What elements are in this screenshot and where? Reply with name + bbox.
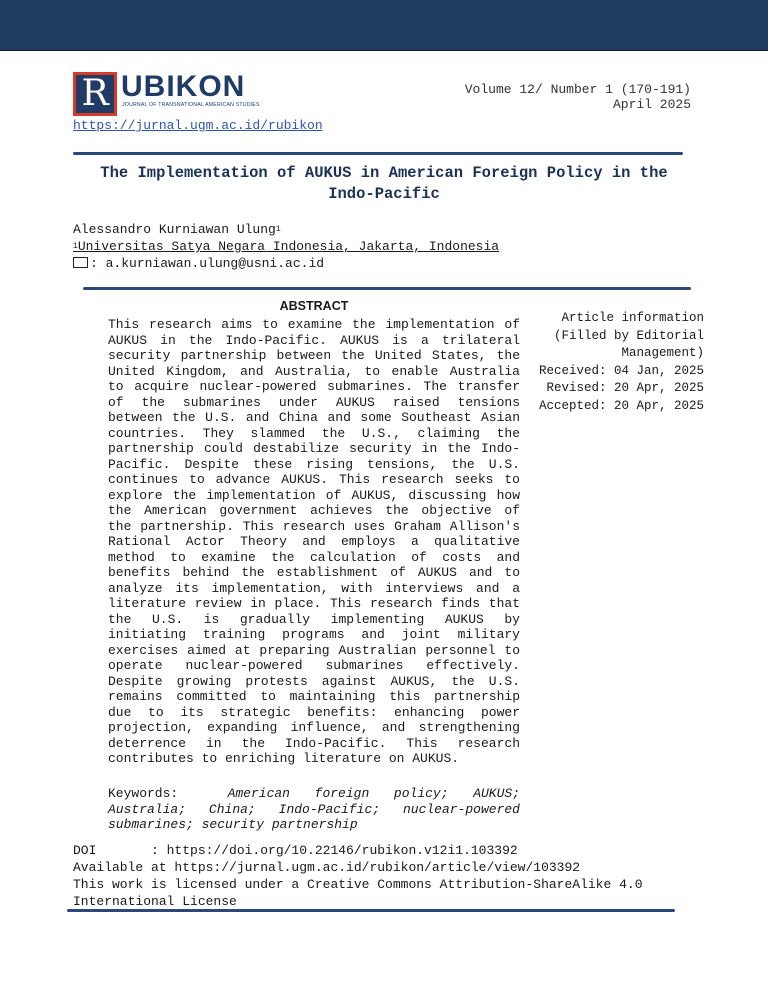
info-heading: Article information (561, 311, 704, 325)
journal-link[interactable]: https://jurnal.ugm.ac.id/rubikon (73, 118, 323, 133)
abstract-body: This research aims to examine the implementation of AUKUS in the Indo-Pacific. AUKUS is a trilateral security partnership between the United States, the United Kingdom, and Australia, to enable Australia to acquire nuclear-powered submarines. The transfer of the submarines under AUKUS raised tensions between the U.S. and China and some Southeast Asian countries. They slammed the U.S., claiming the partnership could destabilize security in the Indo-Pacific. Despite these rising tensions, the U.S. continues to advance AUKUS. This research seeks to explore the implementation of AUKUS, discussing how the American government achieves the objective of the partnership. This research uses Graham Allison's Rational Actor Theory and employs a qualitative method to examine the calculation of costs and benefits behind the establishment of AUKUS and to analyze its implementation, with interviews and a literature review in place. This research finds that the U.S. is gradually implementing AUKUS by initiating training programs and joint military exercises aimed at preparing Australian personnel to operate nuclear-powered submarines effectively. Despite growing protests against AUKUS, the U.S. remains committed to maintaining this partnership due to its strategic benefits: enhancing power projection, expanding influence, and strengthening deterrence in the Indo-Pacific. This research contributes to enriching literature on AUKUS. (108, 317, 520, 766)
affiliation: Universitas Satya Negara Indonesia, Jakarta, Indonesia (77, 239, 500, 254)
received-date: Received: 04 Jan, 2025 (538, 363, 704, 378)
keywords (108, 786, 520, 833)
email-line (73, 255, 324, 272)
logo-wordmark: UBIKON (121, 70, 246, 103)
info-note: (Filled by Editorial Management) (553, 328, 704, 360)
author-line (73, 221, 281, 238)
volume-line: Volume 12/ Number 1 (170-191) (464, 82, 691, 97)
article-info-box (532, 310, 704, 415)
issue-date: April 2025 (612, 97, 691, 112)
footer-citation (73, 842, 713, 910)
divider (73, 152, 683, 155)
author-superscript: 1 (275, 225, 281, 234)
affiliation-line (73, 238, 499, 255)
divider (83, 287, 691, 290)
divider (67, 909, 675, 912)
keywords-label: Keywords: (108, 786, 179, 801)
email-address[interactable]: a.kurniawan.ulung@usni.ac.id (105, 256, 325, 271)
keywords-list: American foreign policy; AUKUS; Australia; China; Indo-Pacific; nuclear-powered submarines; security partnership (108, 786, 520, 832)
doi-line[interactable]: DOI : https://doi.org/10.22146/rubikon.v12i1.103392 (73, 843, 518, 858)
logo-letter: R (73, 72, 117, 116)
license-line: This work is licensed under a Creative Commons Attribution-ShareAlike 4.0 International License (73, 877, 643, 909)
abstract-heading: ABSTRACT (279, 299, 349, 313)
affiliation-superscript: 1 (73, 242, 78, 251)
header-bar (0, 0, 768, 51)
email-prefix: : (90, 256, 106, 271)
logo-subtitle: JOURNAL OF TRANSNATIONAL AMERICAN STUDIES (122, 102, 260, 108)
article-title: The Implementation of AUKUS in American Foreign Policy in the Indo-Pacific (100, 164, 668, 203)
issue-info (465, 82, 691, 112)
revised-date: Revised: 20 Apr, 2025 (546, 381, 704, 395)
envelope-icon (73, 257, 88, 268)
accepted-date: Accepted: 20 Apr, 2025 (538, 398, 704, 413)
available-line[interactable]: Available at https://jurnal.ugm.ac.id/rubikon/article/view/103392 (73, 860, 581, 875)
author-name: Alessandro Kurniawan Ulung (73, 222, 276, 237)
